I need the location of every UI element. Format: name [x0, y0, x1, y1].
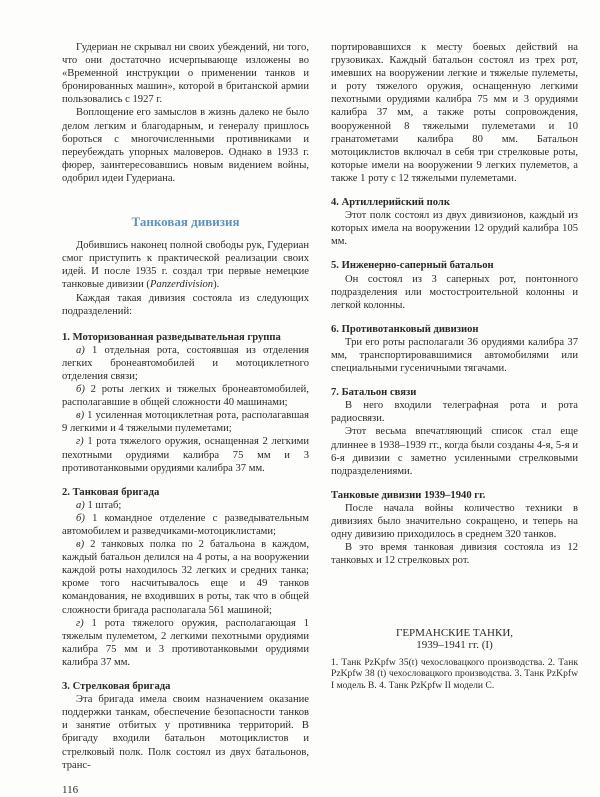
right-column — [331, 41, 578, 741]
section-title: Танковая дивизия — [131, 214, 240, 230]
item-text: 1 отдельная рота, состоявшая из отделения легких бронеавтомобилей и мотоциклетного отделения связи; — [62, 344, 309, 382]
item-letter: в) — [76, 410, 85, 422]
caption-title-line: ГЕРМАНСКИЕ ТАНКИ, — [395, 626, 514, 639]
subsection-heading: Танковые дивизии 1939–1940 гг. — [331, 489, 486, 501]
list-item — [62, 409, 309, 435]
page-number: 116 — [62, 783, 79, 796]
subsection-heading: 1. Моторизованная разведывательная группа — [62, 331, 281, 343]
subsection-heading: 4. Артиллерийский полк — [331, 197, 450, 209]
item-letter: б) — [76, 512, 85, 524]
item-letter: г) — [76, 436, 84, 448]
item-text: 1 усиленная мотоциклетная рота, располагавшая 9 легкими и 4 тяжелыми пулеметами; — [62, 410, 309, 435]
subsection-heading: 3. Стрелковая бригада — [62, 681, 171, 693]
item-text: 1 штаб; — [84, 499, 122, 511]
item-letter: а) — [76, 499, 85, 511]
list-item — [62, 435, 309, 474]
item-letter: а) — [76, 344, 85, 356]
list-item — [62, 383, 309, 409]
subsection-heading: 2. Танковая бригада — [62, 486, 160, 498]
paragraph: В него входили телеграфная рота и рота радиосвязи. — [331, 400, 578, 425]
paragraph: Этот полк состоял из двух дивизионов, каждый из которых имела на вооружении 12 орудий калибра 105 мм. — [331, 210, 578, 248]
item-text: 1 командное отделение с разведывательным автомобилем и разведчиками-мотоциклистами; — [62, 512, 309, 537]
item-letter: г) — [76, 617, 84, 629]
item-letter: б) — [76, 384, 85, 396]
list-item — [62, 512, 309, 538]
list-item — [62, 344, 309, 383]
paragraph: портировавшихся к месту боевых действий на грузовиках. Каждый батальон состоял из трех рот, имевших на вооружении легкие и тяжелые пулеметы, и роту тяжелого оружия, оснащенную легкими пехотными орудиями калибра 75 мм и 3 орудиями калибра 37 мм, а также роты сопровождения, вооруженной 8 тяжелыми пулеметами и 10 гранатометами калибра 80 мм. Батальон мотоциклистов включал в себя три стрелковые роты, которые имели на вооружении 9 легких пулеметов, а также 1 роту с 12 тяжелыми пулеметами. — [331, 42, 578, 184]
figure-caption — [331, 613, 578, 742]
paragraph: Три его роты располагали 36 орудиями калибра 37 мм, транспортировавшимися автомобилями или специальными гусеничными тягачами. — [331, 336, 578, 375]
left-column — [62, 41, 309, 797]
italic-term: Panzerdivision — [149, 279, 214, 291]
subsection-heading: 5. Инженерно-саперный батальон — [331, 260, 494, 272]
caption-title-line: 1939–1941 гг. (I) — [416, 639, 493, 651]
paragraph: Воплощение его замыслов в жизнь далеко не было делом легким и благодарным, и генералу пришлось бороться с многочисленными противниками и переубеждать упорных маловеров. Однако в 1933 г. фюрер, заинтересовавшись новым видением войны, одобрил идеи Гудериана. — [62, 107, 309, 184]
text: Добившись наконец полной свободы рук, Гудериан смог приступить к практической реализации своих идей. И после 1935 г. создал три первые немецкие танковые дивизии ( — [62, 240, 309, 291]
item-text: 2 танковых полка по 2 батальона в каждом, каждый батальон делился на 4 роты, а на вооружении каждой роты находилось 32 легких и средних танка; кроме того насчитывалось еще и 49 танков командования, не входивших в роты, так что в общей сложности бригада располагала 561 машиной; — [62, 539, 309, 616]
item-letter: в) — [76, 539, 85, 551]
paragraph: Гудериан не скрывал ни своих убеждений, ни того, что они достаточно исчерпывающе изложены во «Временной инструкции о применении танков и бронированных машин», которой в британской армии пользовались с 1927 г. — [62, 42, 309, 106]
paragraph: Каждая такая дивизия состояла из следующих подразделений: — [62, 292, 309, 317]
item-text: 1 рота тяжелого оружия, оснащенная 2 легкими пехотными орудиями калибра 75 мм и 3 противотанковыми орудиями калибра 37 мм. — [62, 436, 309, 474]
paragraph: Этот весьма впечатляющий список стал еще длиннее в 1938–1939 гг., когда были созданы 4-я, 5-я и 6-я дивизии с заметно усиленными стрелковыми подразделениями. — [331, 426, 578, 477]
text: ). — [213, 279, 220, 291]
paragraph: В это время танковая дивизия состояла из 12 танковых и 12 стрелковых рот. — [331, 542, 578, 567]
item-text: 2 роты легких и тяжелых бронеавтомобилей, располагавшие в общей сложности 40 машинами; — [62, 384, 309, 409]
list-item — [62, 617, 309, 669]
list-item — [62, 538, 309, 617]
subsection-heading: 7. Батальон связи — [331, 387, 417, 399]
paragraph: Эта бригада имела своим назначением оказание поддержки танкам, обеспечение безопасности танков и занятие отбитых у противника территорий. В бригаду входили батальон мотоциклистов и стрелковый полк. Полк состоял из двух батальонов, транс- — [62, 694, 309, 771]
subsection-heading: 6. Противотанковый дивизион — [331, 323, 479, 335]
item-text: 1 рота тяжелого оружия, располагающая 1 тяжелым пулеметом, 2 легкими пехотными орудиями калибра 75 мм и 3 противотанковыми орудиями калибра 37 мм. — [62, 617, 309, 668]
paragraph: Он состоял из 3 саперных рот, понтонного подразделения или мостостроительной колонны и легкой колонны. — [331, 273, 578, 311]
caption-text: 1. Танк PzKpfw 35(t) чехословацкого производства. 2. Танк PzKpfw 38 (t) чехословацкого производства. 3. Танк PzKpfw I модель B. 4. Танк PzKpfw II модели C. — [331, 656, 578, 691]
paragraph: После начала войны количество техники в дивизиях было значительно сокращено, и теперь на одну дивизию приходилось в среднем 320 танков. — [331, 502, 578, 541]
paragraph — [62, 239, 309, 291]
list-item — [62, 499, 309, 512]
